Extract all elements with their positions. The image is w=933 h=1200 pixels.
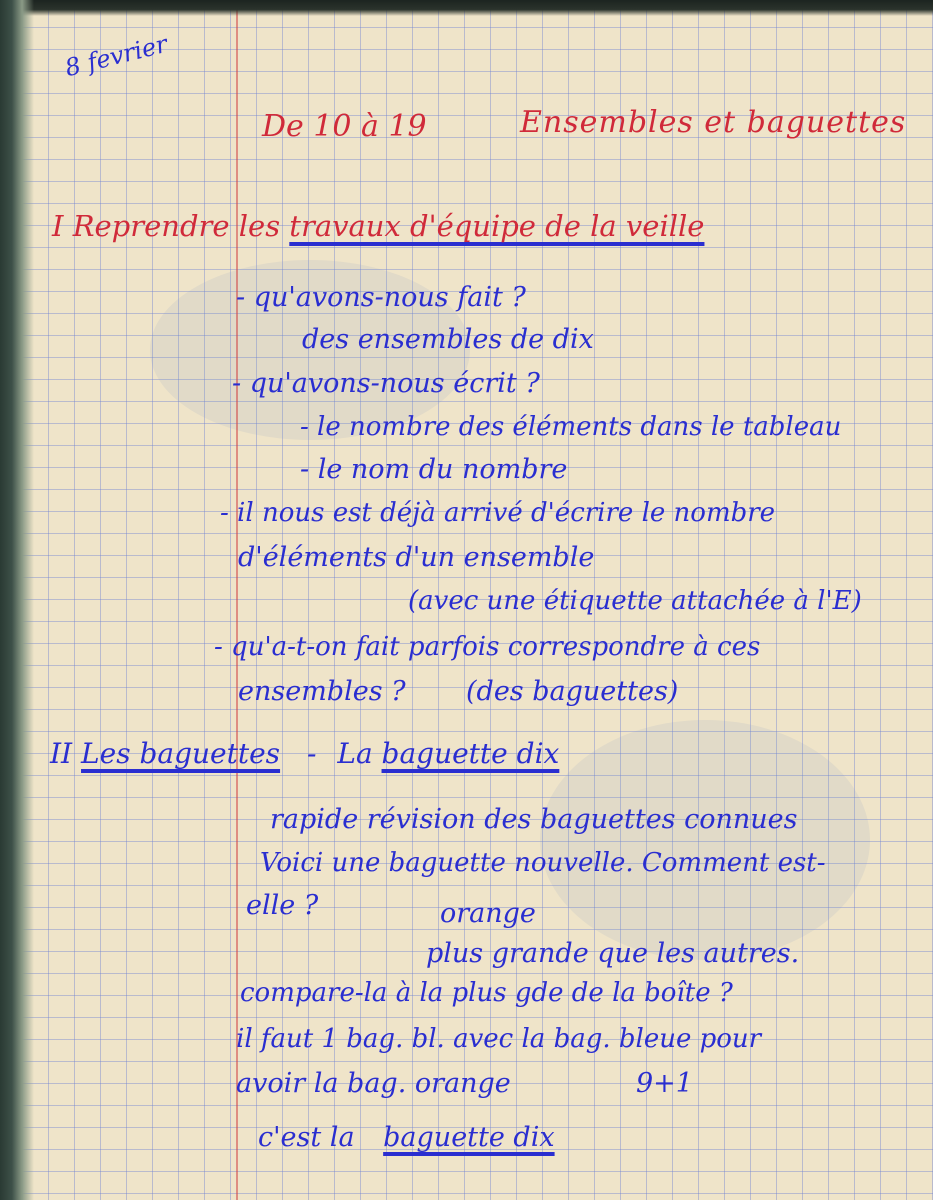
- section2-title-underlined-1: Les baguettes: [81, 737, 281, 770]
- section2-title-underlined-2: baguette dix: [381, 737, 560, 770]
- section2-line: avoir la bag. orange: [236, 1068, 511, 1099]
- section1-line: ensembles ?: [238, 676, 406, 707]
- section2-line: rapide révision des baguettes connues: [270, 804, 798, 835]
- section2-title-plain: La: [337, 737, 382, 770]
- section1-title: [52, 209, 705, 243]
- section1-line: - qu'avons-nous fait ?: [236, 282, 526, 313]
- section1-line: - le nom du nombre: [300, 454, 568, 485]
- section1-line: - il nous est déjà arrivé d'écrire le nombre: [220, 498, 776, 528]
- date-note: 8 fevrier: [62, 29, 171, 83]
- page-top-edge: [0, 0, 933, 16]
- section2-conclusion: [258, 1124, 555, 1151]
- section2-title: [50, 737, 560, 770]
- header-topic: Ensembles et baguettes: [520, 105, 907, 140]
- section2-conclusion-start: c'est la: [258, 1122, 364, 1153]
- section2-dash: -: [306, 737, 317, 770]
- section1-line: - le nombre des éléments dans le tableau: [300, 412, 842, 442]
- notebook-binding: [0, 0, 34, 1200]
- section1-line: des ensembles de dix: [302, 324, 594, 355]
- section1-line: - qu'avons-nous écrit ?: [232, 368, 540, 399]
- section1-title-start: Reprendre les: [72, 209, 290, 243]
- section2-line: il faut 1 bag. bl. avec la bag. bleue pour: [236, 1024, 762, 1054]
- section2-conclusion-underlined: baguette dix: [383, 1122, 555, 1153]
- section2-line: elle ?: [246, 890, 319, 921]
- header-range: De 10 à 19: [262, 109, 427, 144]
- section1-line: (des baguettes): [466, 676, 679, 707]
- section2-numeral: II: [50, 737, 73, 770]
- page-stain: [540, 720, 870, 960]
- margin-line: [236, 0, 238, 1200]
- section1-title-underlined: travaux d'équipe de la veille: [289, 209, 705, 243]
- section2-line: plus grande que les autres.: [426, 938, 800, 969]
- section1-numeral: I: [52, 209, 64, 243]
- section1-line: d'éléments d'un ensemble: [238, 542, 595, 573]
- section2-line: compare-la à la plus gde de la boîte ?: [240, 978, 733, 1008]
- section2-line: 9+1: [636, 1068, 693, 1099]
- section2-line: orange: [440, 898, 536, 929]
- section1-line: (avec une étiquette attachée à l'E): [408, 586, 862, 616]
- section2-line: Voici une baguette nouvelle. Comment est-: [260, 848, 826, 878]
- section1-line: - qu'a-t-on fait parfois correspondre à ces: [214, 632, 761, 662]
